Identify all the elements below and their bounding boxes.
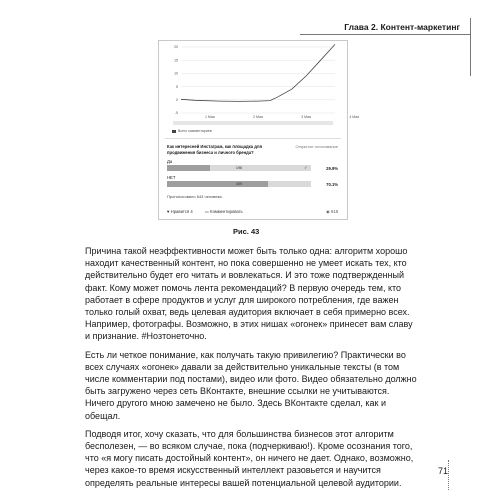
paragraph: Есть ли четкое понимание, как получать такую привилегию? Практически во всех случаях «огонек» давали за действительно уникальные тексты (в том числе комментарии под постами), видео или фото. Видео обязательно должно быть загружено через сеть ВКонтакте, внешние ссылки не учитываются. Ничего другого мною замечено не было. Здесь ВКонтакте сделал, как и обещал. [85,349,417,421]
comment-label: Комментировать [210,209,243,214]
chart-legend [172,129,212,133]
comment-icon: ▭ [205,209,209,214]
figure-caption: Рис. 43 [233,227,260,236]
heart-icon: ♥ [167,209,170,214]
chart-x-tick: 2 Мая [253,115,263,119]
chart-y-tick: -5 [174,111,178,116]
chart-y-tick: 5 [176,84,178,89]
poll-option-label-no: НЕТ [167,175,176,180]
like-label: Нравится [170,209,190,214]
paragraph: Причина такой неэффективности может быть только одна: алгоритм хорошо находит качественный контент, но пока совершенно не умеет искать тех, кто действительно будет его читать и вовлекаться. И это тоже подтвержденный факт. Кому может помочь лента рекомендаций? В первую очередь тем, кто работает в сфере продуктов и услуг для широкого потребления, где важен только голый охват, ведь целевая аудитория включает в себя примерно всех. Например, фотографы. Возможно, в этих нишах «огонек» принесет вам славу и признание. #Нозтонеточно. [85,246,413,342]
post-actions [165,209,341,217]
chart-x-tick: 3 Мая [301,115,311,119]
chart-y-tick: 20 [174,45,178,50]
chart-range-slider [173,121,333,125]
poll-option-percent: 70.1% [326,182,338,187]
chart-y-tick: 0 [176,98,178,102]
views-counter [326,209,338,214]
poll-option-bar-no[interactable] [167,181,311,187]
footer-rule [448,460,450,490]
chart-x-tick: 4 Мая [349,115,360,119]
poll-type: Открытое голосование [295,144,338,149]
poll-option-bar-yes[interactable] [167,165,311,171]
comments-chart [159,41,360,133]
header-vertical-rule [470,18,471,76]
check-icon: ✓ [304,165,308,170]
poll-option-count: 459 [235,182,243,186]
legend-label: Всего комментариев [178,129,212,133]
chart-y-tick: 10 [174,71,178,76]
like-count: 4 [190,209,193,214]
chapter-header: Глава 2. Контент-маркетинг [344,22,460,32]
poll-option-percent: 29.9% [326,166,338,171]
views-count: 618 [331,209,338,214]
page-number: 71 [438,466,449,476]
poll-voters: Проголосовало 643 человека. [167,194,223,199]
legend-swatch [172,130,176,133]
poll-option-count: 196 [235,166,243,170]
chart-x-tick: 1 Мая [205,115,215,119]
comment-button[interactable] [205,209,243,214]
poll-option-label-yes: Да [167,159,173,164]
chart-series-line [181,44,335,101]
poll-question: Как интересней Инстаграм, как площадка для продвижения бизнеса и личного бренда? [167,144,263,155]
paragraph: Подводя итог, хочу сказать, что для большинства бизнесов этот алгоритм бесполезен, — во всяком случае, пока (подчеркиваю!). Кроме осознания того, что «я могу писать достойный контент», он ничего не дает. Однако, возможно, через какое-то время искусственный интеллект разовьется и научится определять реальные интересы вашей потенциальной целевой аудитории. [85,428,414,488]
body-text [85,245,417,495]
poll [165,138,341,199]
chart-y-tick: 15 [174,58,178,63]
vk-poll-screenshot [158,40,360,220]
eye-icon: ◉ [326,209,330,214]
like-button[interactable] [167,209,193,214]
header-rule [300,34,470,35]
